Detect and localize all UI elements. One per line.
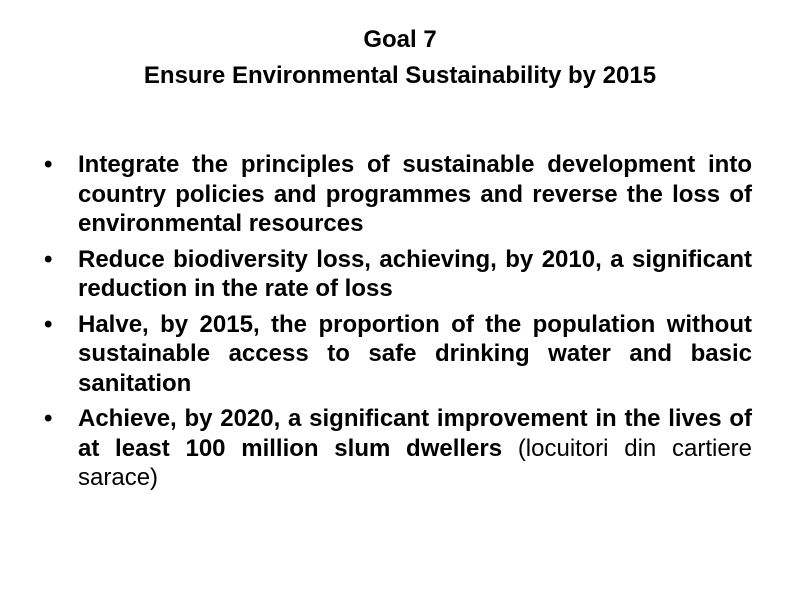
slide-title — [0, 22, 800, 94]
bullet-icon: • — [44, 151, 53, 178]
bullet-item — [40, 310, 752, 399]
bullet-text: Reduce biodiversity loss, achieving, by 2010, a significant reduction in the rate of loss — [78, 245, 752, 302]
bullet-item — [40, 150, 752, 239]
bullet-icon: • — [44, 245, 53, 273]
bullet-text: Integrate the principles of sustainable development into country policies and programmes and reverse the loss of environmental resources — [78, 151, 752, 237]
bullet-text: Halve, by 2015, the proportion of the population without sustainable access to safe drinking water and basic sanitation — [78, 310, 752, 397]
bullet-icon: • — [44, 405, 53, 432]
bullet-text: Achieve, by 2020, a significant improvement in the lives of at least 100 million slum dwellers — [78, 405, 752, 462]
bullet-icon: • — [44, 310, 53, 338]
bullet-note: (locuitori din cartiere sarace) — [78, 434, 753, 491]
bullet-item — [40, 245, 752, 304]
target-bullet-list — [40, 150, 752, 499]
goal-title-heading: Ensure Environmental Sustainability by 2015 — [143, 62, 657, 89]
goal-number-heading: Goal 7 — [363, 26, 437, 53]
bullet-item — [40, 404, 752, 493]
